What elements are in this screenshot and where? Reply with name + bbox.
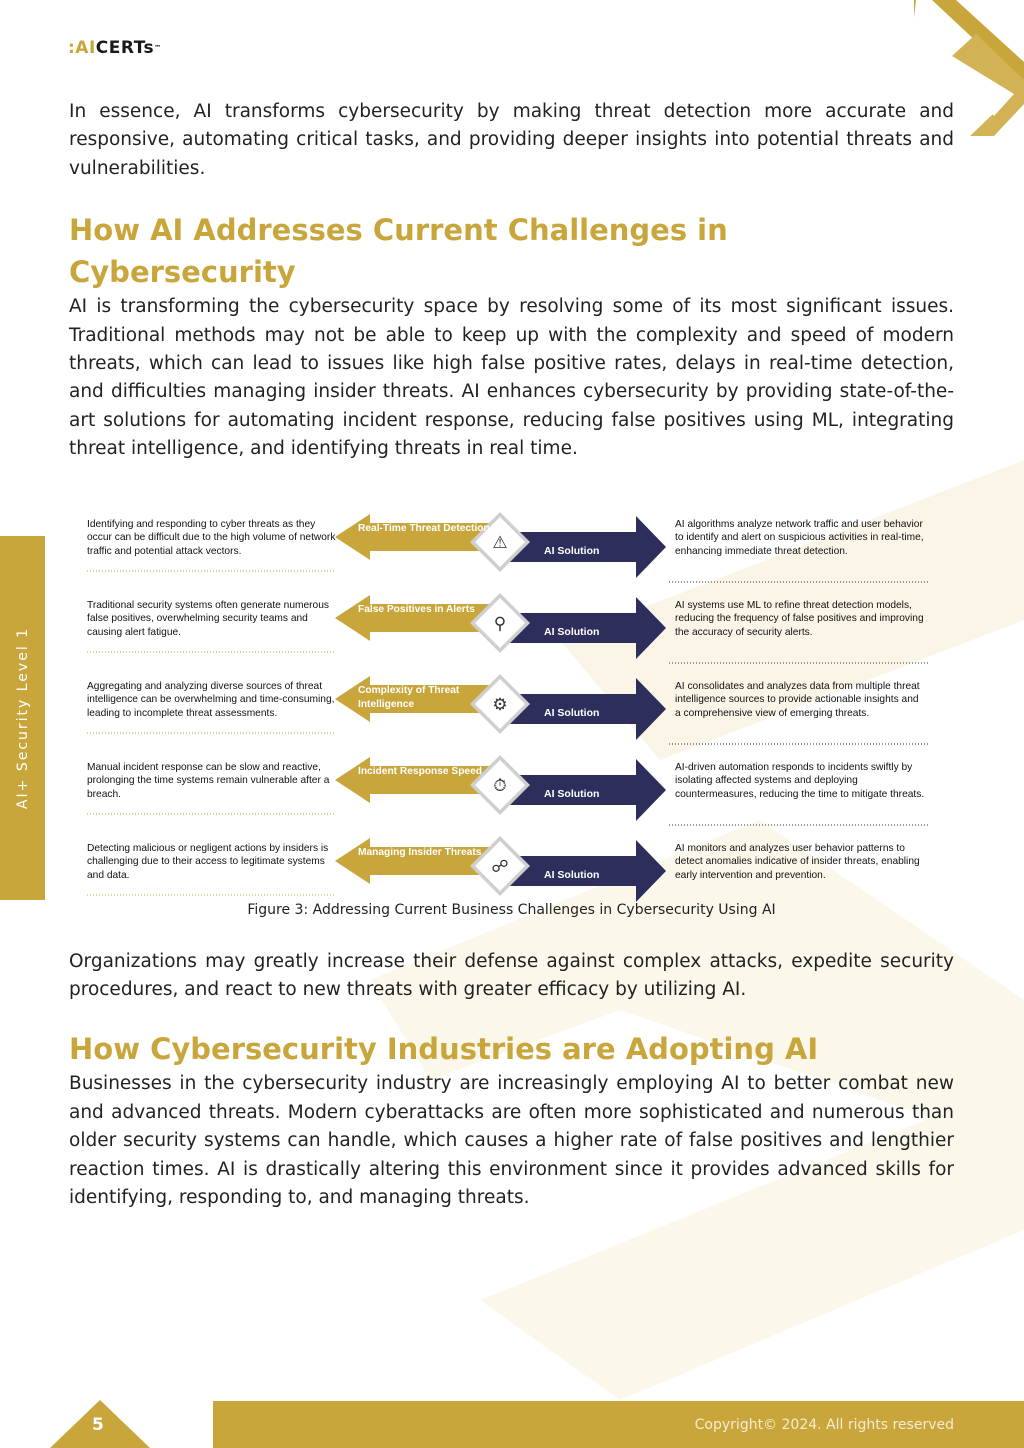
figure-caption: Figure 3: Addressing Current Business Challenges in Cybersecurity Using AI xyxy=(247,901,776,918)
solution-description: AI algorithms analyze network traffic and user behavior to identify and alert on suspicious activities in real-time, enhancing immediate threat detection. xyxy=(675,518,924,558)
ai-solution-label: AI Solution xyxy=(544,868,600,881)
ai-solution-label: AI Solution xyxy=(544,787,600,800)
solution-description: AI monitors and analyzes user behavior patterns to detect anomalies indicative of insider threats, enabling early intervention and prevention. xyxy=(675,842,920,882)
challenge-description: Detecting malicious or negligent actions by insiders is challenging due to their access to legitimate systems and data. xyxy=(87,842,329,882)
section-heading-adoption: How Cybersecurity Industries are Adopting AI xyxy=(69,1032,819,1067)
ai-solution-label: AI Solution xyxy=(544,706,600,719)
challenges-paragraph: AI is transforming the cybersecurity space by resolving some of its most significant issues. Traditional methods may not be able to keep up with the complexity and speed of modern threats, which can lead to issues like high false positive rates, delays in real-time detection, and difficulties managing insider threats. AI enhances cybersecurity by providing state-of-the-art solutions for automating incident response, reducing false positives using ML, integrating threat intelligence, and identifying threats in real time. xyxy=(69,296,954,460)
section-heading-challenges xyxy=(69,209,954,293)
head-gear-icon: ⚙ xyxy=(492,694,508,715)
challenge-title: Complexity of Threat Intelligence xyxy=(358,684,460,710)
solution-description: AI consolidates and analyzes data from multiple threat intelligence sources to provide actionable insights and a comprehensive view of emerging threats. xyxy=(675,680,920,720)
challenge-description: Traditional security systems often generate numerous false positives, overwhelming security teams and causing alert fatigue. xyxy=(87,599,329,639)
adoption-paragraph: Businesses in the cybersecurity industry are increasingly employing AI to better combat new and advanced threats. Modern cyberattacks are often more sophisticated and numerous than older security systems can handle, which causes a higher rate of false positives and lengthier reaction times. AI is drastically altering this environment since it provides advanced skills for identifying, responding to, and managing threats. xyxy=(69,1073,954,1209)
after-figure-paragraph: Organizations may greatly increase their defense against complex attacks, expedite security procedures, and react to new threats with greater efficacy by utilizing AI. xyxy=(69,950,954,1001)
challenges-figure xyxy=(0,492,1024,902)
ai-solution-label: AI Solution xyxy=(544,625,600,638)
solution-description: AI systems use ML to refine threat detection models, reducing the frequency of false positives and improving the accuracy of security alerts. xyxy=(675,599,924,639)
challenge-description: Aggregating and analyzing diverse sources of threat intelligence can be overwhelming and time-consuming, leading to incomplete threat assessments. xyxy=(87,680,335,720)
challenge-title: Real-Time Threat Detection xyxy=(358,522,490,534)
page-content xyxy=(69,98,954,1213)
challenge-title: Managing Insider Threats xyxy=(358,846,482,858)
page-number: 5 xyxy=(92,1415,104,1435)
heading-line-2: Cybersecurity xyxy=(69,255,296,290)
logo-mark: :AI xyxy=(68,38,96,58)
challenge-description: Manual incident response can be slow and reactive, prolonging the time systems remain vulnerable after a breach. xyxy=(87,761,330,801)
stopwatch-icon: ⏱ xyxy=(493,775,507,796)
solution-description: AI-driven automation responds to incidents swiftly by isolating affected systems and deploying countermeasures, reducing the time to mitigate threats. xyxy=(675,761,925,801)
aicerts-logo xyxy=(68,38,162,58)
challenge-title: Incident Response Speed xyxy=(358,765,482,777)
side-tab-label: AI+ Security Level 1 xyxy=(14,626,31,810)
logo-text: CERTs xyxy=(95,38,155,58)
intro-paragraph: In essence, AI transforms cybersecurity by making threat detection more accurate and responsive, automating critical tasks, and providing deeper insights into potential threats and vulnerabilities. xyxy=(69,101,954,179)
people-network-icon: ☍ xyxy=(491,856,509,877)
heading-line-1: How AI Addresses Current Challenges in xyxy=(69,213,728,248)
ai-solution-label: AI Solution xyxy=(544,544,600,557)
challenge-title: False Positives in Alerts xyxy=(358,603,475,615)
challenge-description: Identifying and responding to cyber threats as they occur can be difficult due to the high volume of network traffic and potential attack vectors. xyxy=(87,518,336,558)
logo-trademark: ™ xyxy=(154,44,162,52)
brain-alert-icon: ⚠ xyxy=(492,532,508,553)
copyright-text: Copyright© 2024. All rights reserved xyxy=(694,1417,954,1433)
location-warning-icon: ⚲ xyxy=(493,613,507,634)
